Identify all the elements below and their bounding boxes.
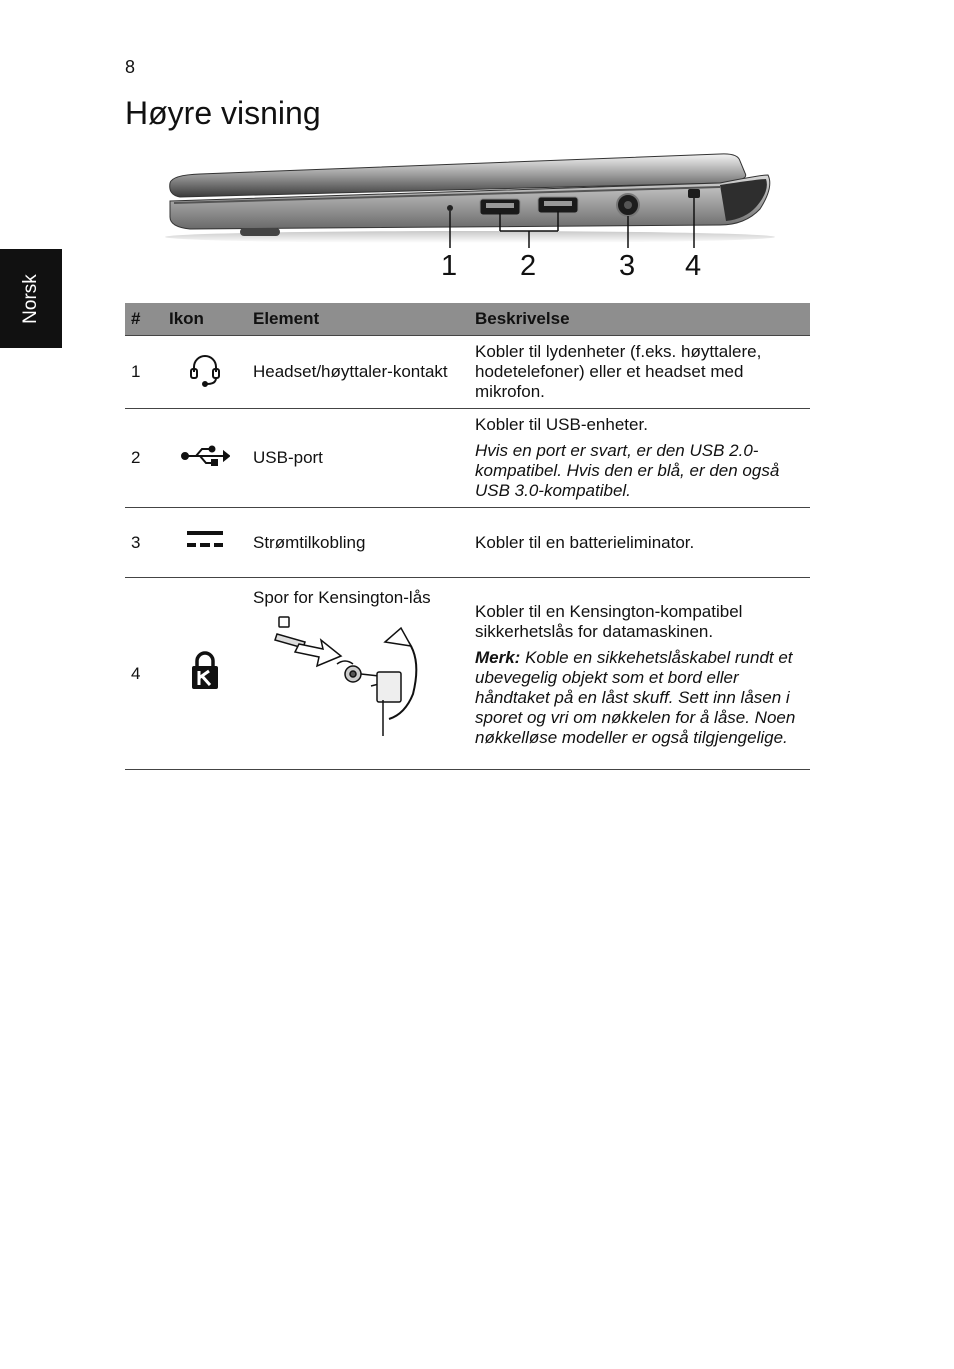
row-number: 3 <box>125 508 163 578</box>
kensington-lock-icon <box>190 651 220 691</box>
col-header-icon: Ikon <box>163 303 247 336</box>
element-name: USB-port <box>247 409 469 508</box>
description: Kobler til lydenheter (f.eks. høyttalere, hodetelefoner) eller et headset med mikrofon. <box>475 342 762 401</box>
note <box>475 648 804 748</box>
col-header-description: Beskrivelse <box>469 303 810 336</box>
table-row <box>125 578 810 770</box>
usb-icon <box>180 444 230 468</box>
note-text: Koble en sikkehetslåskabel rundt et ubevegelig objekt som et bord eller håndtaket på en låst skuff. Sett inn låsen i sporet og vri om nøkkelen for å låse. Noen nøkkelløse modeller er også tilgjengelige. <box>475 647 796 747</box>
table-row <box>125 336 810 409</box>
element-name: Headset/høyttaler-kontakt <box>247 336 469 409</box>
page-title: Høyre visning <box>125 95 321 131</box>
row-number: 4 <box>125 578 163 770</box>
col-header-element: Element <box>247 303 469 336</box>
page-number: 8 <box>125 57 136 77</box>
element-name: Spor for Kensington-lås <box>253 588 431 607</box>
table-row <box>125 508 810 578</box>
headset-icon <box>187 352 223 388</box>
ports-table <box>125 303 810 770</box>
language-tab-label: Norsk <box>20 274 41 324</box>
description: Kobler til USB-enheter. <box>475 415 648 434</box>
callout-2: 2 <box>520 250 537 282</box>
callout-1: 1 <box>441 250 458 282</box>
element-name: Strømtilkobling <box>247 508 469 578</box>
row-number: 1 <box>125 336 163 409</box>
col-header-number: # <box>125 303 163 336</box>
callout-4: 4 <box>685 250 702 282</box>
description: Kobler til en batterieliminator. <box>475 532 695 552</box>
table-header-row <box>125 303 810 336</box>
row-number: 2 <box>125 409 163 508</box>
language-tab <box>0 249 62 348</box>
note-label: Merk: <box>475 647 521 667</box>
kensington-lock-illustration <box>253 614 423 739</box>
dc-power-icon <box>186 529 224 551</box>
description: Kobler til en Kensington-kompatibel sikkerhetslås for datamaskinen. <box>475 601 743 641</box>
table-row <box>125 409 810 508</box>
note: Hvis en port er svart, er den USB 2.0-kompatibel. Hvis den er blå, er den også USB 3.0-kompatibel. <box>475 441 780 500</box>
callout-3: 3 <box>619 250 636 282</box>
